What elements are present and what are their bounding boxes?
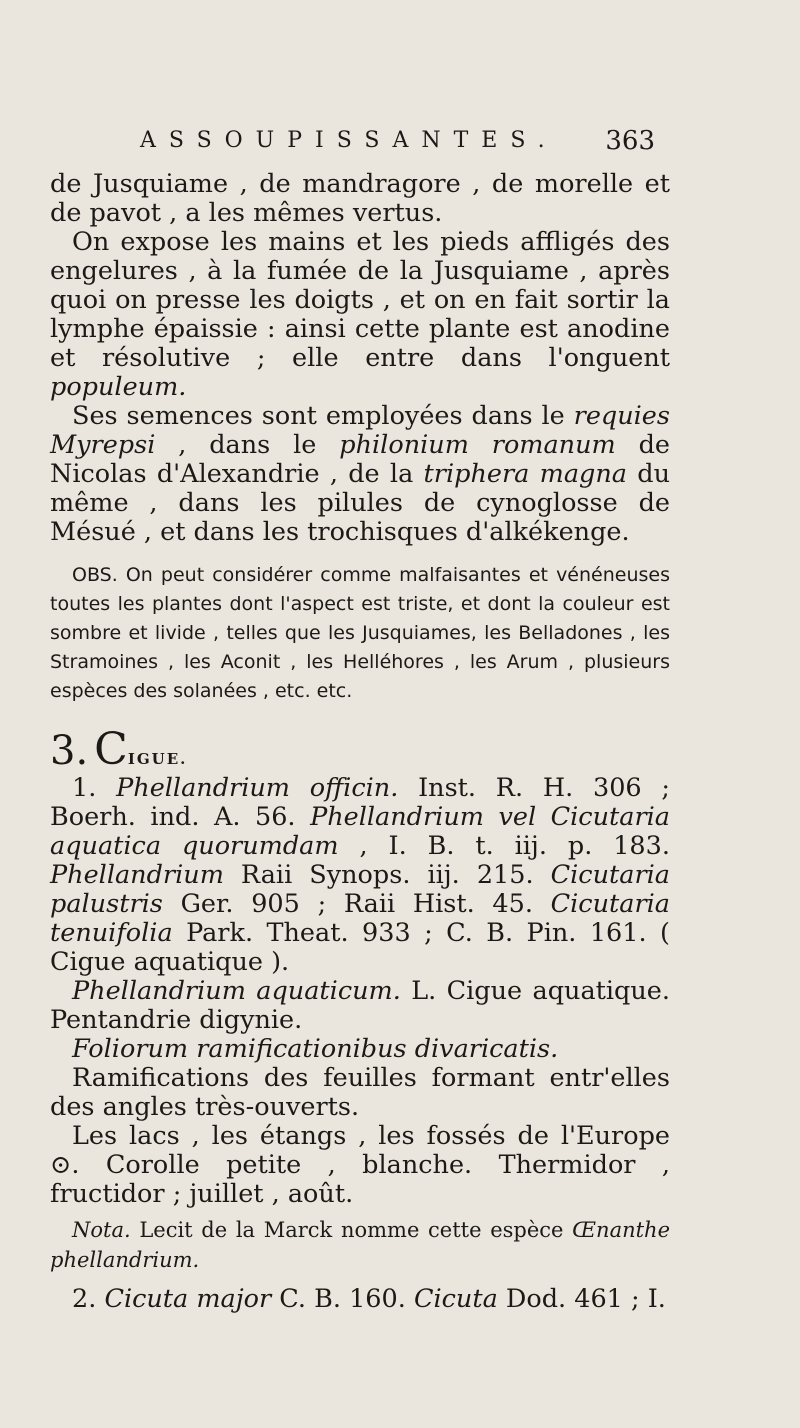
- text-span: de Nicolas d'Alexandrie , de la: [50, 430, 670, 489]
- species-name: Phellandrium aquaticum.: [72, 976, 401, 1006]
- text-span: Lecit de la Marck nomme cette espèce: [130, 1218, 573, 1242]
- observation-note: OBS. On peut considérer comme malfaisantes et vénéneuses toutes les plantes dont l'aspect est triste, et dont la couleur est sombre et livide , telles que les Jusquiames, les Belladones , les Stramoines , les Aconit , les Helléhores , les Arum , plusieurs espèces des solanées , etc. etc.: [50, 564, 670, 702]
- nota-note: [50, 1215, 670, 1275]
- term-philonium: philonium romanum: [339, 430, 616, 460]
- species-name: Phellandrium: [50, 860, 224, 890]
- paragraph-engelures: [50, 228, 670, 402]
- citation: , I. B. t. iij. p. 183.: [338, 831, 670, 861]
- french-diagnosis: Ramifications des feuilles formant entr'elles des angles très-ouverts.: [50, 1063, 670, 1122]
- section-number: 3.: [50, 728, 89, 774]
- citation: Raii Synops. iij. 215.: [223, 860, 551, 890]
- next-entry: [50, 1285, 670, 1314]
- text-span: 2.: [72, 1284, 105, 1314]
- term-triphera: triphera magna: [423, 459, 627, 489]
- page-number: 363: [605, 126, 655, 156]
- citation: Park. Theat. 933 ; C. B. Pin. 161. ( Cigue aquatique ).: [50, 918, 670, 977]
- text-span: 1.: [72, 773, 117, 803]
- classification: L. Cigue aquatique. Pentandrie digynie.: [50, 976, 670, 1035]
- term-requies: requies Myrepsi: [50, 401, 670, 460]
- species-name: Phellandrium officin.: [116, 773, 399, 803]
- habitat-flowering: Les lacs , les étangs , les fossés de l'Europe ⊙. Corolle petite , blanche. Thermidor , fructidor ; juillet , août.: [50, 1121, 670, 1209]
- paragraph-semences: [50, 402, 670, 547]
- synonymy-entry: [50, 774, 670, 977]
- species-name: Cicuta: [413, 1284, 498, 1314]
- page-header: [0, 128, 800, 168]
- paragraph-engelures-text: On expose les mains et les pieds affligés des engelures , à la fumée de la Jusquiame , après quoi on presse les doigts , et on en fait sortir la lymphe épaissie : ainsi cette plante est anodine et résolutive ; elle entre dans l'onguent: [50, 227, 670, 373]
- citation: C. B. 160.: [271, 1284, 414, 1314]
- text-span: , dans le: [155, 430, 340, 460]
- species-name: Cicuta major: [104, 1284, 272, 1314]
- populeum-term: populeum.: [50, 372, 187, 402]
- text-span: du même , dans les pilules de cynoglosse de Mésué , et dans les trochisques d'alkékenge.: [50, 459, 671, 547]
- latin-diagnosis: Foliorum ramificationibus divaricatis.: [72, 1034, 559, 1064]
- paragraph-continuation: de Jusquiame , de mandragore , de morelle et de pavot , a les mêmes vertus.: [50, 169, 670, 228]
- body-text: [50, 170, 670, 1314]
- species-name: Cicutaria palustris: [50, 860, 670, 919]
- linnaean-name: [50, 977, 670, 1035]
- section-initial: C: [94, 724, 128, 775]
- species-name: Cicutaria tenuifolia: [50, 889, 670, 948]
- nota-label: Nota.: [72, 1218, 131, 1242]
- citation: Inst. R. H. 306 ; Boerh. ind. A. 56.: [50, 773, 671, 832]
- section-heading-cigue: [50, 724, 670, 775]
- text-span: Ses semences sont employées dans le: [72, 401, 574, 431]
- citation: Ger. 905 ; Raii Hist. 45.: [162, 889, 551, 919]
- citation: Dod. 461 ; I.: [497, 1284, 666, 1314]
- section-title-rest: IGUE.: [127, 750, 188, 768]
- running-head: ASSOUPISSANTES.: [140, 128, 558, 153]
- species-name: Œnanthe phellandrium.: [50, 1218, 670, 1272]
- species-name: Phellandrium vel Cicutaria aquatica quorumdam: [50, 802, 670, 861]
